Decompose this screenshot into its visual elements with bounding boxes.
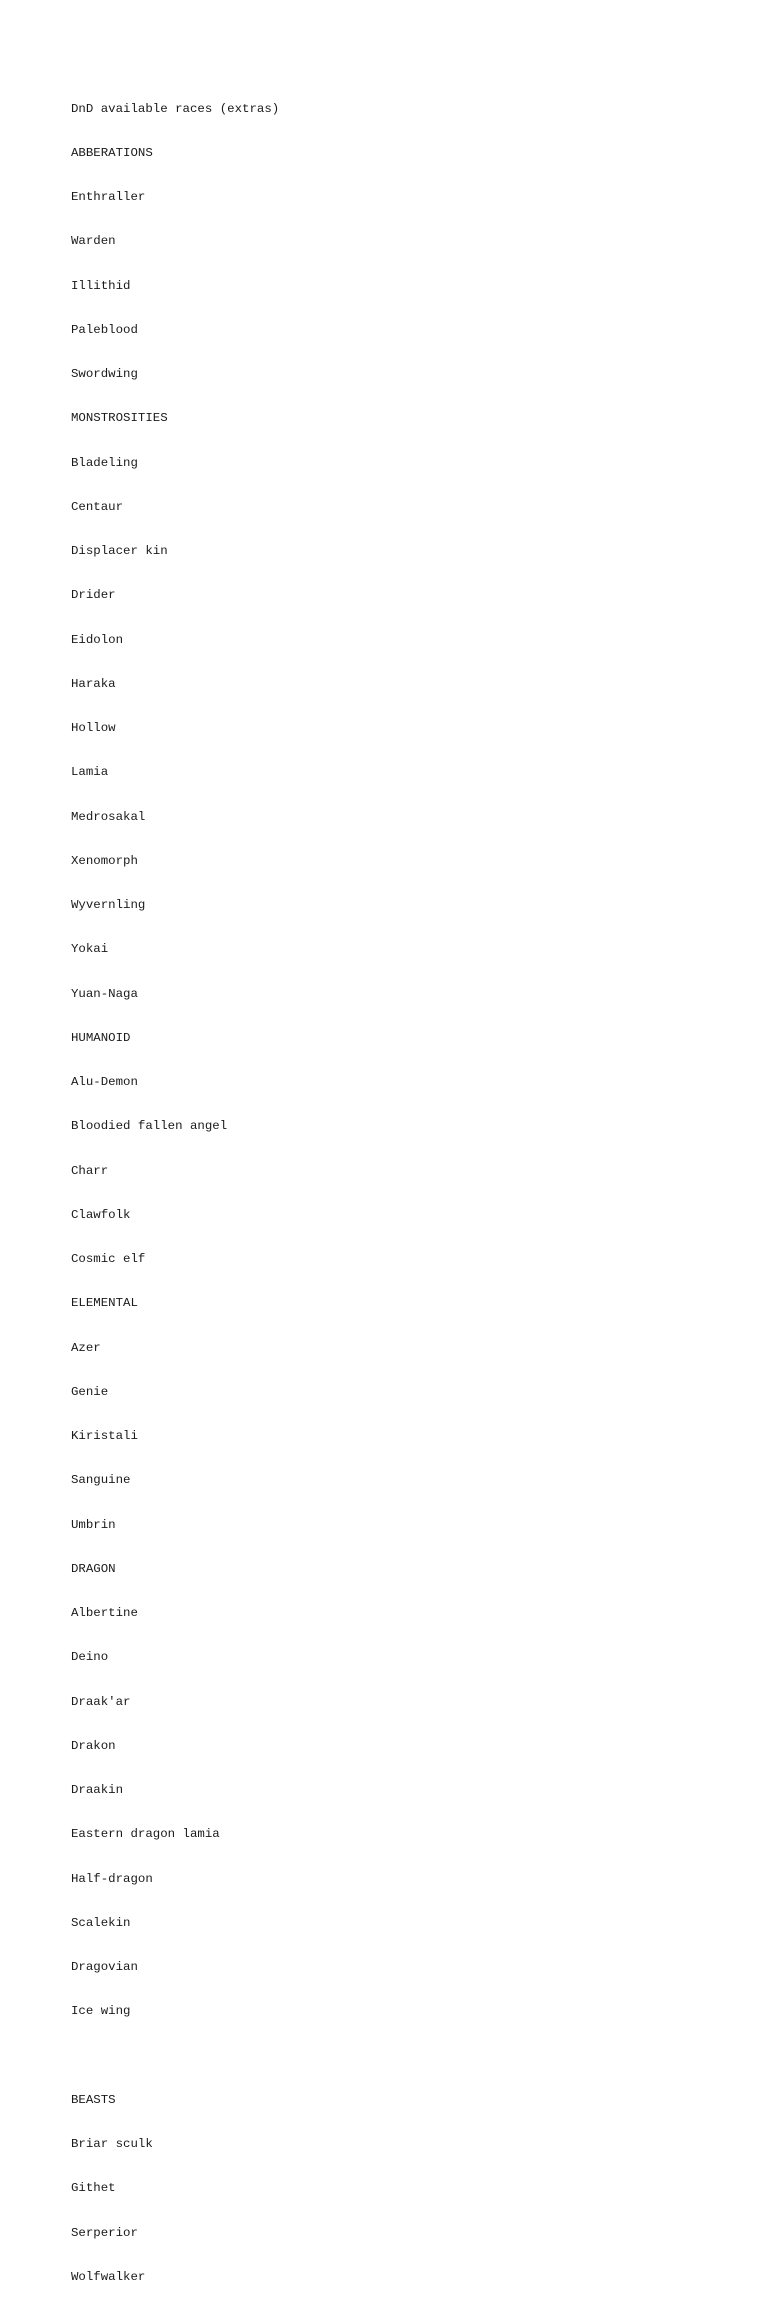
race-item: Deino (71, 1650, 109, 1665)
race-item: Githet (71, 2181, 116, 2196)
race-item: Centaur (71, 499, 124, 514)
race-item: Hollow (71, 721, 116, 735)
race-item: Enthraller (71, 190, 146, 204)
race-item: Cosmic elf (71, 1252, 146, 1266)
race-item: Draakin (71, 1783, 124, 1797)
race-item: Lamia (71, 765, 109, 780)
race-item: Eastern dragon lamia (71, 1827, 220, 1842)
race-item: Bladeling (71, 455, 138, 470)
race-item: Drider (71, 588, 116, 603)
section-heading: HUMANOID (71, 1030, 131, 1045)
section-heading: MONSTROSITIES (71, 411, 168, 426)
race-item: Albertine (71, 1606, 138, 1620)
race-item: Yokai (71, 942, 109, 957)
race-item: Bloodied fallen angel (71, 1119, 228, 1134)
race-item: Haraka (71, 676, 116, 691)
race-item: Briar sculk (71, 2137, 153, 2151)
race-item: Charr (71, 1163, 109, 1178)
race-item: Illithid (71, 278, 131, 293)
document-body (71, 72, 711, 2314)
race-item: Wolfwalker (71, 2269, 146, 2284)
race-item: Eidolon (71, 632, 124, 647)
race-item: Dragovian (71, 1960, 138, 1974)
race-item: Ice wing (71, 2004, 131, 2019)
section-heading: DRAGON (71, 1561, 116, 1576)
race-item: Swordwing (71, 367, 138, 381)
race-item: Yuan-Naga (71, 986, 138, 1001)
document-title: DnD available races (extras) (71, 101, 280, 116)
race-item: Scalekin (71, 1915, 131, 1930)
race-item: Medrosakal (71, 809, 146, 824)
section-heading: ELEMENTAL (71, 1296, 138, 1311)
race-item: Umbrin (71, 1517, 116, 1532)
race-item: Azer (71, 1340, 101, 1355)
race-item: Displacer kin (71, 544, 168, 558)
section-heading: ABBERATIONS (71, 145, 153, 160)
race-item: Warden (71, 234, 116, 249)
race-item: Clawfolk (71, 1207, 131, 1222)
race-item: Alu-Demon (71, 1075, 138, 1089)
race-item: Serperior (71, 2225, 138, 2240)
section-heading: BEASTS (71, 2092, 116, 2107)
race-item: Half-dragon (71, 1871, 153, 1886)
race-item: Draak'ar (71, 1694, 131, 1709)
race-item: Wyvernling (71, 898, 146, 912)
race-item: Kiristali (71, 1429, 138, 1443)
race-item: Drakon (71, 1738, 116, 1753)
race-item: Genie (71, 1384, 109, 1399)
race-item: Sanguine (71, 1473, 131, 1488)
race-item: Paleblood (71, 322, 138, 337)
race-item: Xenomorph (71, 853, 138, 868)
blank-line (71, 2049, 711, 2064)
